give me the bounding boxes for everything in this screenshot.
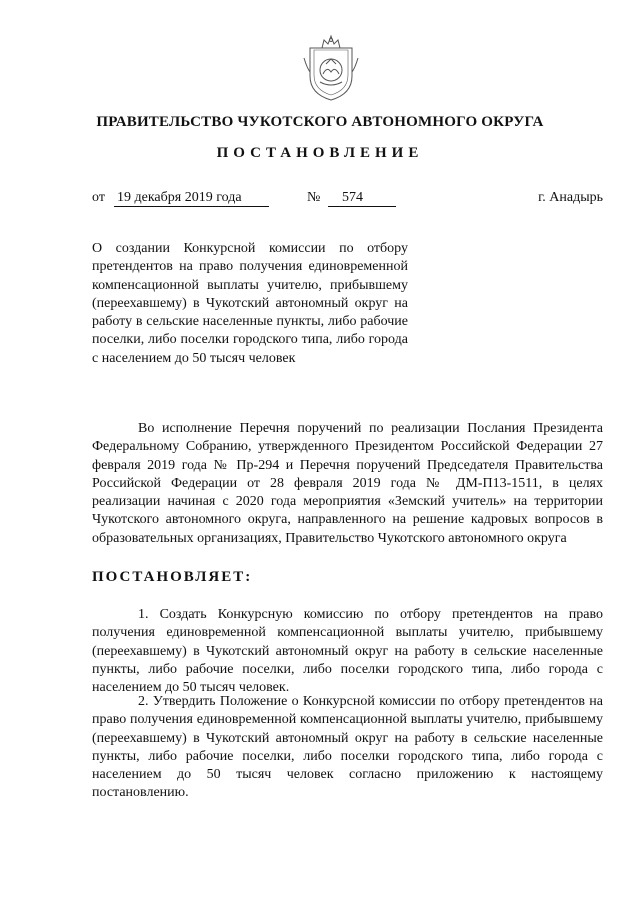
document-meta-row bbox=[92, 190, 603, 210]
coat-of-arms-emblem bbox=[302, 28, 360, 104]
number-sign-label: № bbox=[307, 190, 321, 205]
document-number: 574 bbox=[328, 190, 396, 207]
document-subject: О создании Конкурсной комиссии по отбору претендентов на право получения единовременной компенсационной выплаты учителю, прибывшему (переехавшему) в Чукотский автономный округ на работу в сельские населенные пункты, либо рабочие поселки, либо поселки городского типа, либо города с населением до 50 тысяч человек bbox=[92, 241, 408, 366]
document-type-heading: ПОСТАНОВЛЕНИЕ bbox=[216, 145, 424, 161]
resolution-item: 1. Создать Конкурсную комиссию по отбору претендентов на право получения единовременной компенсационной выплаты учителю, прибывшему (переехавшему) в Чукотский автономный округ на работу в сельские населенные пункты, либо рабочие поселки, либо поселки городского типа, либо города с населением до 50 тысяч человек. bbox=[92, 607, 603, 696]
resolve-heading: ПОСТАНОВЛЯЕТ: bbox=[92, 569, 253, 585]
document-city: г. Анадырь bbox=[538, 190, 603, 205]
government-title: ПРАВИТЕЛЬСТВО ЧУКОТСКОГО АВТОНОМНОГО ОКРУГА bbox=[96, 114, 544, 130]
document-date: 19 декабря 2019 года bbox=[114, 190, 269, 207]
preamble-paragraph: Во исполнение Перечня поручений по реализации Послания Президента Федеральному Собранию, утвержденного Президентом Российской Федерации 27 февраля 2019 года № Пр-294 и Перечня поручений Председателя Правительства Российской Федерации от 28 февраля 2019 года № ДМ-П13-1511, в целях реализации начиная с 2020 года мероприятия «Земский учитель» на территории Чукотского автономного округа, направленного на решение кадровых вопросов в образовательных организациях, Правительство Чукотского автономного округа bbox=[92, 421, 603, 546]
resolution-item: 2. Утвердить Положение о Конкурсной комиссии по отбору претендентов на право получения единовременной компенсационной выплаты учителю, прибывшему (переехавшему) в Чукотский автономный округ на работу в сельские населенные пункты, либо рабочие поселки, либо поселки городского типа, либо города с населением до 50 тысяч человек согласно приложению к настоящему постановлению. bbox=[92, 694, 603, 801]
date-prefix-label: от bbox=[92, 190, 105, 205]
